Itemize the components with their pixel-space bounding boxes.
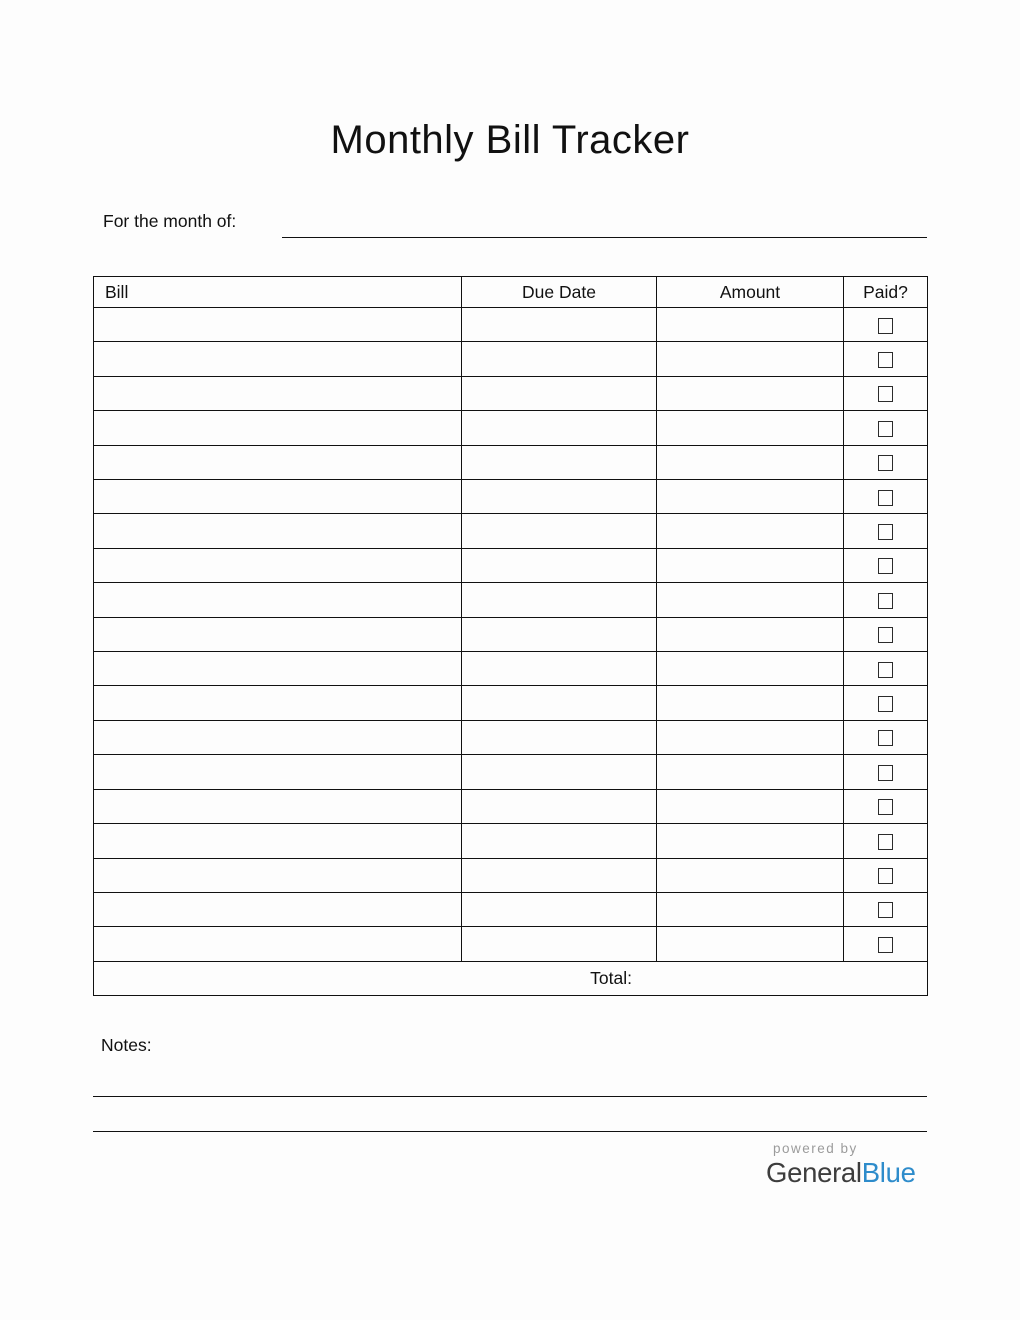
paid-cell — [844, 755, 928, 789]
paid-cell — [844, 927, 928, 962]
bill-cell[interactable] — [94, 548, 462, 582]
generalblue-logo — [766, 1157, 936, 1189]
paid-checkbox[interactable] — [878, 696, 893, 712]
bill-cell[interactable] — [94, 858, 462, 892]
table-row — [94, 652, 928, 686]
amount-cell[interactable] — [657, 652, 844, 686]
due-date-cell[interactable] — [462, 376, 657, 410]
paid-cell — [844, 308, 928, 342]
bill-table — [93, 276, 928, 996]
due-date-cell[interactable] — [462, 652, 657, 686]
table-row — [94, 376, 928, 410]
due-date-cell[interactable] — [462, 720, 657, 754]
table-row — [94, 892, 928, 926]
paid-checkbox[interactable] — [878, 799, 893, 815]
paid-cell — [844, 824, 928, 858]
bill-cell[interactable] — [94, 927, 462, 962]
brand-general-text: General — [766, 1157, 862, 1188]
notes-line-1[interactable] — [93, 1096, 927, 1097]
bill-cell[interactable] — [94, 480, 462, 514]
notes-label: Notes: — [101, 1035, 152, 1055]
paid-checkbox[interactable] — [878, 386, 893, 402]
notes-line-2[interactable] — [93, 1131, 927, 1132]
amount-cell[interactable] — [657, 617, 844, 651]
table-row — [94, 548, 928, 582]
paid-cell — [844, 583, 928, 617]
bill-cell[interactable] — [94, 376, 462, 410]
paid-cell — [844, 548, 928, 582]
month-input-line[interactable] — [282, 215, 927, 238]
table-row — [94, 686, 928, 720]
amount-cell[interactable] — [657, 755, 844, 789]
total-label: Total: — [590, 968, 632, 988]
amount-cell[interactable] — [657, 480, 844, 514]
total-cell[interactable] — [94, 962, 928, 996]
paid-cell — [844, 686, 928, 720]
due-date-cell[interactable] — [462, 445, 657, 479]
amount-cell[interactable] — [657, 445, 844, 479]
due-date-cell[interactable] — [462, 686, 657, 720]
due-date-cell[interactable] — [462, 342, 657, 376]
table-row — [94, 824, 928, 858]
bill-cell[interactable] — [94, 652, 462, 686]
paid-checkbox[interactable] — [878, 627, 893, 643]
total-row — [94, 962, 928, 996]
paid-checkbox[interactable] — [878, 902, 893, 918]
due-date-cell[interactable] — [462, 858, 657, 892]
table-row — [94, 755, 928, 789]
column-header-due-date: Due Date — [462, 277, 657, 308]
brand-blue-text: Blue — [861, 1157, 916, 1188]
amount-cell[interactable] — [657, 858, 844, 892]
paid-checkbox[interactable] — [878, 730, 893, 746]
paid-checkbox[interactable] — [878, 490, 893, 506]
due-date-cell[interactable] — [462, 308, 657, 342]
bill-cell[interactable] — [94, 789, 462, 823]
paid-checkbox[interactable] — [878, 455, 893, 471]
paid-cell — [844, 720, 928, 754]
page-title: Monthly Bill Tracker — [330, 118, 690, 162]
table-row — [94, 858, 928, 892]
table-row — [94, 514, 928, 548]
due-date-cell[interactable] — [462, 617, 657, 651]
paid-checkbox[interactable] — [878, 421, 893, 437]
bill-cell[interactable] — [94, 342, 462, 376]
paid-checkbox[interactable] — [878, 662, 893, 678]
amount-cell[interactable] — [657, 892, 844, 926]
table-row — [94, 789, 928, 823]
paid-checkbox[interactable] — [878, 352, 893, 368]
paid-cell — [844, 652, 928, 686]
column-header-amount: Amount — [657, 277, 844, 308]
bill-cell[interactable] — [94, 720, 462, 754]
column-header-paid: Paid? — [844, 277, 928, 308]
paid-cell — [844, 342, 928, 376]
paid-checkbox[interactable] — [878, 765, 893, 781]
amount-cell[interactable] — [657, 720, 844, 754]
bill-cell[interactable] — [94, 308, 462, 342]
bill-cell[interactable] — [94, 892, 462, 926]
bill-cell[interactable] — [94, 514, 462, 548]
due-date-cell[interactable] — [462, 892, 657, 926]
table-row — [94, 308, 928, 342]
bill-cell[interactable] — [94, 445, 462, 479]
bill-cell[interactable] — [94, 755, 462, 789]
paid-cell — [844, 411, 928, 445]
brand-footer — [766, 1141, 936, 1189]
table-row — [94, 411, 928, 445]
amount-cell[interactable] — [657, 376, 844, 410]
due-date-cell[interactable] — [462, 548, 657, 582]
due-date-cell[interactable] — [462, 927, 657, 962]
table-row — [94, 583, 928, 617]
bill-cell[interactable] — [94, 824, 462, 858]
bill-cell[interactable] — [94, 411, 462, 445]
amount-cell[interactable] — [657, 308, 844, 342]
table-row — [94, 927, 928, 962]
bill-cell[interactable] — [94, 617, 462, 651]
amount-cell[interactable] — [657, 548, 844, 582]
paid-cell — [844, 858, 928, 892]
paid-cell — [844, 376, 928, 410]
bill-table-body — [94, 308, 928, 962]
due-date-cell[interactable] — [462, 789, 657, 823]
paid-checkbox[interactable] — [878, 834, 893, 850]
table-row — [94, 342, 928, 376]
table-row — [94, 445, 928, 479]
paid-checkbox[interactable] — [878, 524, 893, 540]
table-header-row — [94, 277, 928, 308]
amount-cell[interactable] — [657, 789, 844, 823]
column-header-bill: Bill — [94, 277, 462, 308]
paid-checkbox[interactable] — [878, 868, 893, 884]
amount-cell[interactable] — [657, 927, 844, 962]
due-date-cell[interactable] — [462, 411, 657, 445]
table-row — [94, 720, 928, 754]
due-date-cell[interactable] — [462, 514, 657, 548]
paid-checkbox[interactable] — [878, 937, 893, 953]
due-date-cell[interactable] — [462, 480, 657, 514]
paid-cell — [844, 789, 928, 823]
amount-cell[interactable] — [657, 342, 844, 376]
paid-cell — [844, 892, 928, 926]
due-date-cell[interactable] — [462, 583, 657, 617]
bill-cell[interactable] — [94, 686, 462, 720]
paid-cell — [844, 445, 928, 479]
amount-cell[interactable] — [657, 411, 844, 445]
paid-checkbox[interactable] — [878, 558, 893, 574]
amount-cell[interactable] — [657, 824, 844, 858]
amount-cell[interactable] — [657, 514, 844, 548]
paid-cell — [844, 617, 928, 651]
table-row — [94, 480, 928, 514]
paid-checkbox[interactable] — [878, 593, 893, 609]
paid-cell — [844, 480, 928, 514]
due-date-cell[interactable] — [462, 824, 657, 858]
bill-cell[interactable] — [94, 583, 462, 617]
paid-cell — [844, 514, 928, 548]
month-label: For the month of: — [103, 211, 237, 231]
amount-cell[interactable] — [657, 583, 844, 617]
table-row — [94, 617, 928, 651]
due-date-cell[interactable] — [462, 755, 657, 789]
powered-by-text: powered by — [773, 1141, 858, 1156]
amount-cell[interactable] — [657, 686, 844, 720]
paid-checkbox[interactable] — [878, 318, 893, 334]
